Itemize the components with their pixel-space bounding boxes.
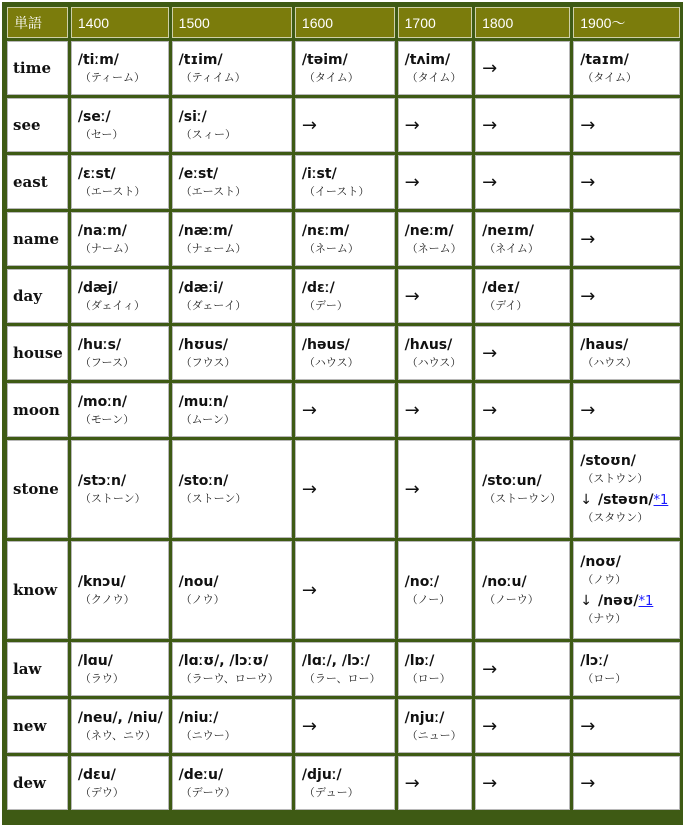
ipa-text: /siː/ bbox=[178, 108, 207, 125]
kana-text: （ハウス） bbox=[582, 355, 637, 369]
pronunciation-cell bbox=[295, 383, 395, 437]
pronunciation-cell bbox=[573, 41, 680, 95]
pronunciation-cell bbox=[475, 326, 570, 380]
pronunciation-cell bbox=[172, 155, 292, 209]
table-row bbox=[7, 326, 680, 380]
pronunciation-cell bbox=[475, 642, 570, 696]
ipa-text: /deːu/ bbox=[178, 766, 224, 783]
pronunciation-cell bbox=[71, 41, 169, 95]
pronunciation-cell bbox=[573, 326, 680, 380]
table-row bbox=[7, 541, 680, 639]
pronunciation-cell bbox=[573, 440, 680, 538]
kana-text: （ニウー） bbox=[180, 728, 236, 742]
pronunciation-cell bbox=[398, 155, 472, 209]
table-row bbox=[7, 41, 680, 95]
table-row bbox=[7, 699, 680, 753]
ipa-text: /təim/ bbox=[301, 51, 348, 68]
arrow-icon: → bbox=[482, 114, 498, 136]
arrow-icon: → bbox=[404, 285, 420, 307]
pronunciation-cell bbox=[573, 155, 680, 209]
ipa-text: /neɪm/ bbox=[482, 222, 535, 239]
ipa-text: /noː/ bbox=[404, 573, 440, 590]
pronunciation-cell bbox=[475, 383, 570, 437]
footnote-link[interactable]: *1 bbox=[638, 594, 654, 609]
table-row bbox=[7, 155, 680, 209]
table-row bbox=[7, 440, 680, 538]
pronunciation-cell bbox=[475, 98, 570, 152]
pronunciation-cell bbox=[295, 155, 395, 209]
ipa-text: /lɒː/ bbox=[404, 652, 435, 669]
word-cell: day bbox=[7, 269, 68, 323]
kana-text: （ナーム） bbox=[79, 241, 135, 255]
ipa-text: /dæːi/ bbox=[178, 279, 224, 296]
kana-text: （ネーム） bbox=[303, 241, 359, 255]
kana-text: （ストウン） bbox=[582, 472, 649, 485]
word-cell: east bbox=[7, 155, 68, 209]
pronunciation-cell bbox=[172, 269, 292, 323]
pronunciation-cell bbox=[172, 440, 292, 538]
arrow-icon: → bbox=[580, 171, 596, 193]
pronunciation-cell bbox=[172, 699, 292, 753]
kana-text: （ノウ） bbox=[582, 573, 627, 586]
kana-text: （モーン） bbox=[79, 412, 135, 426]
word-cell: moon bbox=[7, 383, 68, 437]
kana-text: （ネーム） bbox=[406, 241, 462, 255]
ipa-text: /huːs/ bbox=[77, 336, 122, 353]
word-cell: new bbox=[7, 699, 68, 753]
kana-text: （ストーン） bbox=[79, 491, 146, 505]
header-1500: 1500 bbox=[172, 7, 292, 38]
pronunciation-cell bbox=[295, 98, 395, 152]
kana-text: （タイム） bbox=[406, 70, 462, 84]
later-pronunciation bbox=[580, 491, 679, 510]
ipa-text: /nɛːm/ bbox=[301, 222, 350, 239]
pronunciation-cell bbox=[475, 541, 570, 639]
pronunciation-cell bbox=[295, 756, 395, 810]
ipa-text: /niuː/ bbox=[178, 709, 219, 726]
arrow-icon: → bbox=[580, 228, 596, 250]
pronunciation-cell bbox=[71, 269, 169, 323]
pronunciation-cell bbox=[172, 98, 292, 152]
pronunciation-cell bbox=[71, 98, 169, 152]
pronunciation-cell bbox=[295, 642, 395, 696]
ipa-text: /stɔːn/ bbox=[77, 472, 127, 489]
arrow-icon: → bbox=[580, 715, 596, 737]
ipa-text: /stoʊn/ bbox=[580, 453, 636, 469]
ipa-text: /stoːn/ bbox=[178, 472, 229, 489]
pronunciation-cell bbox=[71, 440, 169, 538]
pronunciation-cell bbox=[573, 98, 680, 152]
ipa-text: /knɔu/ bbox=[77, 573, 126, 590]
ipa-text: /tʌim/ bbox=[404, 51, 451, 68]
table-row bbox=[7, 212, 680, 266]
ipa-text: /lɑu/ bbox=[77, 652, 113, 669]
ipa-text: /dɛu/ bbox=[77, 766, 116, 783]
ipa-text: /muːn/ bbox=[178, 393, 229, 410]
kana-text: （タイム） bbox=[582, 70, 638, 84]
pronunciation-cell bbox=[398, 41, 472, 95]
table-frame bbox=[2, 2, 683, 825]
table-row bbox=[7, 642, 680, 696]
kana-text: （ロー） bbox=[582, 671, 627, 685]
pronunciation-history-table bbox=[4, 4, 683, 813]
pronunciation-cell bbox=[295, 326, 395, 380]
kana-text: （ノー） bbox=[406, 592, 451, 606]
pronunciation-cell bbox=[475, 269, 570, 323]
ipa-text: /haus/ bbox=[580, 336, 629, 353]
pronunciation-cell bbox=[295, 269, 395, 323]
kana-text: （デーウ） bbox=[180, 785, 236, 799]
pronunciation-cell bbox=[573, 383, 680, 437]
ipa-text: /dæj/ bbox=[77, 279, 118, 296]
word-cell: law bbox=[7, 642, 68, 696]
pronunciation-cell bbox=[71, 326, 169, 380]
kana-text: （ナウ） bbox=[582, 612, 627, 625]
arrow-icon: → bbox=[404, 772, 420, 794]
table-row bbox=[7, 98, 680, 152]
pronunciation-cell bbox=[573, 269, 680, 323]
table-body bbox=[7, 41, 680, 810]
table-row bbox=[7, 269, 680, 323]
pronunciation-cell bbox=[398, 756, 472, 810]
kana-text: （ラー、ロー） bbox=[303, 671, 381, 685]
arrow-icon: → bbox=[482, 715, 498, 737]
pronunciation-cell bbox=[573, 642, 680, 696]
kana-text: （ノーウ） bbox=[484, 592, 539, 606]
kana-text: （エースト） bbox=[180, 184, 247, 198]
pronunciation-cell bbox=[71, 155, 169, 209]
word-cell: dew bbox=[7, 756, 68, 810]
pronunciation-cell bbox=[398, 269, 472, 323]
kana-text: （イースト） bbox=[303, 184, 370, 198]
pronunciation-cell bbox=[398, 326, 472, 380]
ipa-text: /neːm/ bbox=[404, 222, 454, 239]
pronunciation-cell bbox=[172, 756, 292, 810]
arrow-icon: → bbox=[482, 171, 498, 193]
ipa-text: /dɛː/ bbox=[301, 279, 335, 296]
kana-text: （ノウ） bbox=[180, 592, 225, 606]
kana-text: （ネウ、ニウ） bbox=[79, 728, 156, 742]
kana-text: （ラーウ、ローウ） bbox=[180, 671, 279, 685]
kana-text: （クノウ） bbox=[79, 592, 135, 606]
arrow-icon: → bbox=[482, 342, 498, 364]
header-1800: 1800 bbox=[475, 7, 570, 38]
pronunciation-cell bbox=[398, 383, 472, 437]
arrow-icon: → bbox=[482, 772, 498, 794]
kana-text: （ストーン） bbox=[180, 491, 247, 505]
pronunciation-cell bbox=[573, 541, 680, 639]
arrow-icon: → bbox=[404, 114, 420, 136]
ipa-text: /stoːun/ bbox=[482, 472, 542, 489]
arrow-icon: → bbox=[301, 715, 318, 737]
pronunciation-cell bbox=[475, 41, 570, 95]
ipa-text: /nəʊ/ bbox=[598, 593, 639, 609]
ipa-text: /lɑː/, /lɔː/ bbox=[301, 652, 370, 669]
kana-text: （ニュー） bbox=[406, 728, 462, 742]
header-1700: 1700 bbox=[398, 7, 472, 38]
pronunciation-cell bbox=[475, 440, 570, 538]
ipa-text: /tɪim/ bbox=[178, 51, 223, 68]
pronunciation-cell bbox=[475, 212, 570, 266]
pronunciation-cell bbox=[573, 756, 680, 810]
arrow-icon: → bbox=[404, 171, 420, 193]
ipa-text: /taɪm/ bbox=[580, 51, 629, 68]
pronunciation-cell bbox=[398, 98, 472, 152]
kana-text: （セー） bbox=[79, 127, 124, 141]
pronunciation-cell bbox=[295, 212, 395, 266]
ipa-text: /stəʊn/ bbox=[598, 492, 654, 508]
word-cell: know bbox=[7, 541, 68, 639]
pronunciation-cell bbox=[71, 699, 169, 753]
table-row bbox=[7, 383, 680, 437]
arrow-icon: → bbox=[301, 399, 318, 421]
later-pronunciation bbox=[580, 592, 679, 611]
pronunciation-cell bbox=[475, 756, 570, 810]
pronunciation-cell bbox=[295, 541, 395, 639]
arrow-icon: → bbox=[580, 114, 596, 136]
ipa-text: /eːst/ bbox=[178, 165, 219, 182]
pronunciation-cell bbox=[398, 541, 472, 639]
ipa-text: /iːst/ bbox=[301, 165, 337, 182]
pronunciation-cell bbox=[295, 699, 395, 753]
kana-text: （フウス） bbox=[180, 355, 236, 369]
pronunciation-cell bbox=[295, 41, 395, 95]
ipa-text: /næːm/ bbox=[178, 222, 233, 239]
arrow-icon: → bbox=[580, 772, 596, 794]
ipa-text: /tiːm/ bbox=[77, 51, 119, 68]
pronunciation-cell bbox=[172, 212, 292, 266]
header-row bbox=[7, 7, 680, 38]
arrow-icon: → bbox=[482, 57, 498, 79]
pronunciation-cell bbox=[172, 41, 292, 95]
kana-text: （ティーム） bbox=[79, 70, 145, 84]
word-cell: time bbox=[7, 41, 68, 95]
ipa-text: /nou/ bbox=[178, 573, 219, 590]
ipa-text: /ɛːst/ bbox=[77, 165, 116, 182]
ipa-text: /noʊ/ bbox=[580, 554, 621, 570]
pronunciation-cell bbox=[71, 212, 169, 266]
pronunciation-cell bbox=[71, 383, 169, 437]
kana-text: （ティイム） bbox=[180, 70, 246, 84]
ipa-text: /hʊus/ bbox=[178, 336, 228, 353]
arrow-icon: → bbox=[404, 399, 420, 421]
kana-text: （デュー） bbox=[303, 785, 359, 799]
pronunciation-cell bbox=[71, 756, 169, 810]
word-cell: stone bbox=[7, 440, 68, 538]
kana-text: （ロー） bbox=[406, 671, 451, 685]
down-arrow-icon: ↓ bbox=[580, 593, 592, 609]
footnote-link[interactable]: *1 bbox=[653, 493, 669, 508]
ipa-text: /seː/ bbox=[77, 108, 111, 125]
table-row bbox=[7, 756, 680, 810]
header-word: 単語 bbox=[7, 7, 68, 38]
word-cell: name bbox=[7, 212, 68, 266]
arrow-icon: → bbox=[482, 658, 498, 680]
arrow-icon: → bbox=[301, 478, 318, 500]
header-1600: 1600 bbox=[295, 7, 395, 38]
kana-text: （フース） bbox=[79, 355, 134, 369]
ipa-text: /noːu/ bbox=[482, 573, 527, 590]
kana-text: （エースト） bbox=[79, 184, 146, 198]
arrow-icon: → bbox=[580, 285, 596, 307]
kana-text: （デー） bbox=[303, 298, 348, 312]
ipa-text: /lɔː/ bbox=[580, 652, 609, 669]
kana-text: （ハウス） bbox=[303, 355, 359, 369]
pronunciation-cell bbox=[398, 212, 472, 266]
kana-text: （ハウス） bbox=[406, 355, 462, 369]
pronunciation-cell bbox=[398, 440, 472, 538]
header-1400: 1400 bbox=[71, 7, 169, 38]
pronunciation-cell bbox=[172, 383, 292, 437]
pronunciation-cell bbox=[71, 541, 169, 639]
pronunciation-cell bbox=[71, 642, 169, 696]
down-arrow-icon: ↓ bbox=[580, 492, 592, 508]
ipa-text: /djuː/ bbox=[301, 766, 342, 783]
word-cell: house bbox=[7, 326, 68, 380]
kana-text: （デウ） bbox=[79, 785, 124, 799]
ipa-text: /deɪ/ bbox=[482, 279, 520, 296]
arrow-icon: → bbox=[482, 399, 498, 421]
kana-text: （スタウン） bbox=[582, 511, 649, 524]
arrow-icon: → bbox=[404, 478, 420, 500]
pronunciation-cell bbox=[398, 642, 472, 696]
kana-text: （ダェイィ） bbox=[79, 298, 145, 312]
pronunciation-cell bbox=[573, 699, 680, 753]
arrow-icon: → bbox=[301, 579, 318, 601]
pronunciation-cell bbox=[172, 326, 292, 380]
pronunciation-cell bbox=[475, 699, 570, 753]
ipa-text: /lɑːʊ/, /lɔːʊ/ bbox=[178, 652, 269, 669]
ipa-text: /njuː/ bbox=[404, 709, 445, 726]
kana-text: （スィー） bbox=[180, 127, 236, 141]
pronunciation-cell bbox=[475, 155, 570, 209]
kana-text: （タイム） bbox=[303, 70, 359, 84]
ipa-text: /hʌus/ bbox=[404, 336, 453, 353]
header-1900: 1900～ bbox=[573, 7, 680, 38]
pronunciation-cell bbox=[398, 699, 472, 753]
ipa-text: /neu/, /niu/ bbox=[77, 709, 163, 726]
pronunciation-cell bbox=[295, 440, 395, 538]
pronunciation-cell bbox=[172, 541, 292, 639]
kana-text: （ストーウン） bbox=[484, 491, 562, 505]
ipa-text: /həus/ bbox=[301, 336, 350, 353]
kana-text: （ムーン） bbox=[180, 412, 235, 426]
kana-text: （ナェーム） bbox=[180, 241, 247, 255]
pronunciation-cell bbox=[573, 212, 680, 266]
kana-text: （ラウ） bbox=[79, 671, 124, 685]
word-cell: see bbox=[7, 98, 68, 152]
arrow-icon: → bbox=[580, 399, 596, 421]
pronunciation-cell bbox=[172, 642, 292, 696]
kana-text: （デイ） bbox=[484, 298, 528, 312]
kana-text: （ネイム） bbox=[484, 241, 539, 255]
ipa-text: /naːm/ bbox=[77, 222, 127, 239]
kana-text: （ダェーイ） bbox=[180, 298, 247, 312]
arrow-icon: → bbox=[301, 114, 318, 136]
ipa-text: /moːn/ bbox=[77, 393, 127, 410]
